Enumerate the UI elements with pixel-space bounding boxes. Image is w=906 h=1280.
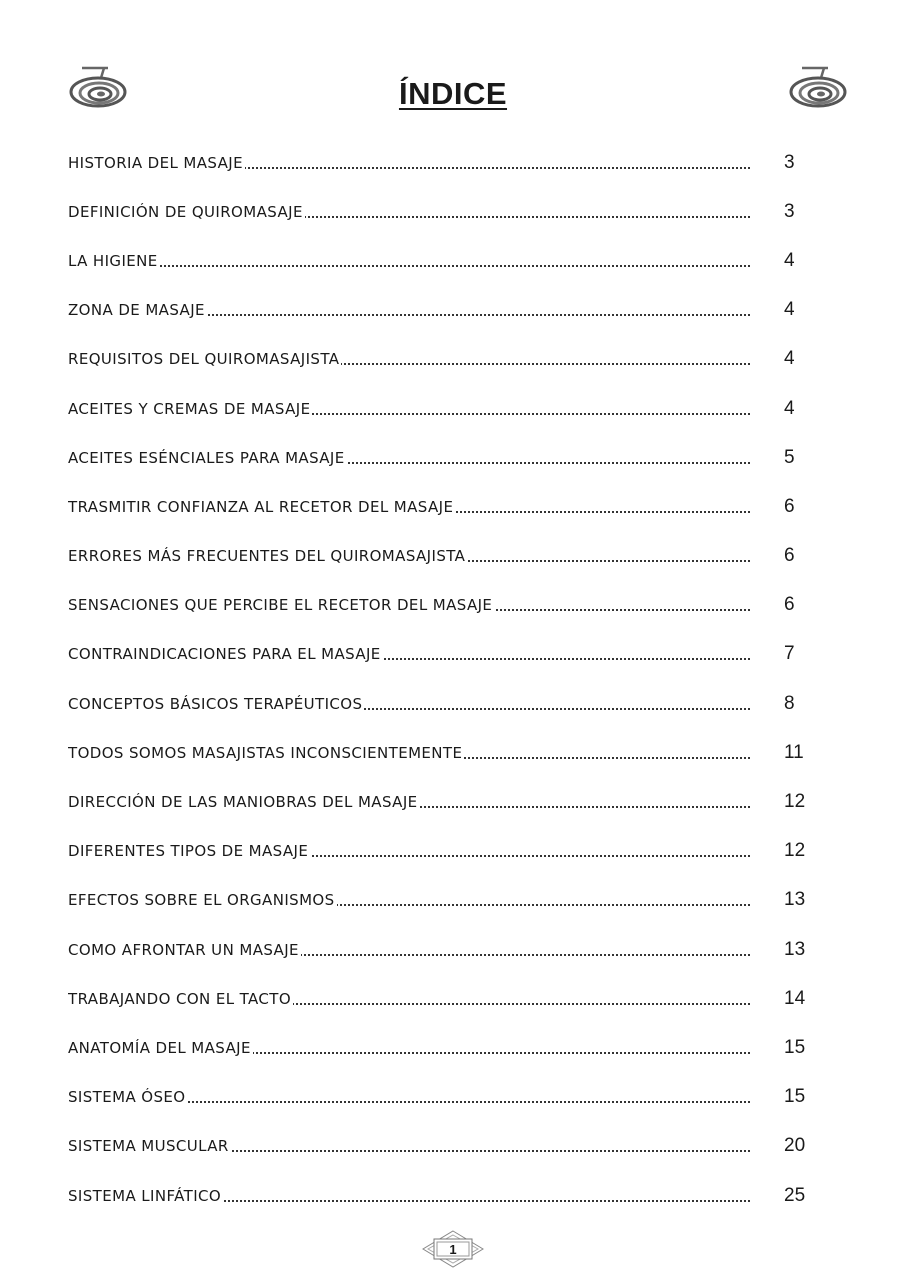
toc-entry[interactable] [68, 482, 828, 531]
toc-entry[interactable] [68, 236, 828, 285]
toc-entry[interactable] [68, 974, 828, 1023]
toc-entry-title [68, 350, 750, 368]
toc-entry[interactable] [68, 630, 828, 679]
toc-entry[interactable] [68, 286, 828, 335]
toc-entry[interactable] [68, 187, 828, 236]
toc-entry-page-number: 4 [784, 397, 795, 419]
dot-leader [68, 265, 750, 267]
toc-entry-page-number: 13 [784, 938, 806, 960]
toc-entry-title [68, 596, 750, 614]
toc-entry-page-number: 7 [784, 643, 795, 665]
toc-entry-page-number: 15 [784, 1086, 806, 1108]
toc-entry[interactable] [68, 925, 828, 974]
toc-entry-title [68, 645, 750, 663]
toc-entry-title [68, 1187, 750, 1205]
toc-entry-page-number: 11 [784, 741, 804, 763]
toc-entry[interactable] [68, 1122, 828, 1171]
page-title-text: ÍNDICE [398, 76, 508, 111]
toc-entry-title [68, 793, 750, 811]
toc-entry-title [68, 695, 750, 713]
toc-entry-title [68, 941, 750, 959]
toc-entry[interactable] [68, 1171, 828, 1220]
toc-entry[interactable] [68, 1023, 828, 1072]
toc-entry-title [68, 990, 750, 1008]
toc-entry-page-number: 4 [784, 348, 795, 370]
toc-entry-label: SENSACIONES QUE PERCIBE EL RECETOR DEL MASAJE [68, 596, 493, 615]
toc-entry[interactable] [68, 728, 828, 777]
toc-entry-label: SISTEMA MUSCULAR [68, 1137, 229, 1156]
toc-entry-page-number: 4 [784, 249, 795, 271]
toc-entry-label: ANATOMÍA DEL MASAJE [68, 1038, 251, 1057]
toc-entry-page-number: 6 [784, 594, 795, 616]
toc-entry-page-number: 6 [784, 545, 795, 567]
toc-entry-label: DIRECCIÓN DE LAS MANIOBRAS DEL MASAJE [68, 793, 418, 812]
toc-entry-title [68, 1137, 750, 1155]
toc-entry-title [68, 154, 750, 172]
toc-entry-label: ERRORES MÁS FRECUENTES DEL QUIROMASAJISTA [68, 547, 466, 566]
toc-entry-title [68, 498, 750, 516]
toc-entry-title [68, 1039, 750, 1057]
toc-entry-label: TODOS SOMOS MASAJISTAS INCONSCIENTEMENTE [68, 743, 463, 762]
toc-entry-page-number: 15 [784, 1036, 806, 1058]
toc-entry-label: REQUISITOS DEL QUIROMASAJISTA [68, 350, 340, 369]
toc-entry-page-number: 6 [784, 495, 795, 517]
toc-entry[interactable] [68, 335, 828, 384]
toc-entry-label: SISTEMA ÓSEO [68, 1088, 186, 1107]
toc-entry-page-number: 12 [784, 840, 806, 862]
toc-entry[interactable] [68, 827, 828, 876]
toc-entry-label: SISTEMA LINFÁTICO [68, 1186, 222, 1205]
page-number-footer [422, 1230, 484, 1268]
page-number: 1 [449, 1241, 457, 1257]
toc-entry-label: EFECTOS SOBRE EL ORGANISMOS [68, 891, 335, 910]
toc-entry-label: LA HIGIENE [68, 251, 158, 270]
toc-entry-page-number: 12 [784, 791, 806, 813]
toc-entry-label: CONTRAINDICACIONES PARA EL MASAJE [68, 645, 381, 664]
toc-entry[interactable] [68, 679, 828, 728]
toc-entry-title [68, 252, 750, 270]
toc-entry[interactable] [68, 532, 828, 581]
toc-entry-page-number: 3 [784, 200, 795, 222]
toc-entry-label: TRABAJANDO CON EL TACTO [68, 989, 292, 1008]
toc-entry-title [68, 842, 750, 860]
toc-entry-page-number: 14 [784, 987, 806, 1009]
toc-entry-label: CONCEPTOS BÁSICOS TERAPÉUTICOS [68, 694, 363, 713]
toc-entry-label: DIFERENTES TIPOS DE MASAJE [68, 842, 309, 861]
toc-entry-title [68, 400, 750, 418]
table-of-contents [68, 138, 828, 1220]
toc-entry-page-number: 25 [784, 1184, 806, 1206]
toc-entry-label: ACEITES Y CREMAS DE MASAJE [68, 399, 311, 418]
toc-entry[interactable] [68, 777, 828, 826]
toc-entry-title [68, 301, 750, 319]
toc-entry-title [68, 449, 750, 467]
toc-entry-page-number: 20 [784, 1135, 806, 1157]
toc-entry-label: HISTORIA DEL MASAJE [68, 153, 243, 172]
toc-entry-page-number: 8 [784, 692, 795, 714]
page-title [0, 76, 906, 112]
toc-entry-title [68, 547, 750, 565]
toc-entry-page-number: 5 [784, 446, 795, 468]
toc-entry-label: DEFINICIÓN DE QUIROMASAJE [68, 202, 303, 221]
toc-entry[interactable] [68, 138, 828, 187]
toc-entry[interactable] [68, 384, 828, 433]
toc-entry-label: TRASMITIR CONFIANZA AL RECETOR DEL MASAJE [68, 497, 454, 516]
toc-entry-page-number: 13 [784, 889, 806, 911]
toc-entry-title [68, 1088, 750, 1106]
toc-entry-label: ZONA DE MASAJE [68, 301, 205, 320]
toc-entry-label: ACEITES ESÉNCIALES PARA MASAJE [68, 448, 345, 467]
toc-entry[interactable] [68, 581, 828, 630]
toc-entry-title [68, 744, 750, 762]
toc-entry[interactable] [68, 433, 828, 482]
toc-entry-title [68, 203, 750, 221]
toc-entry-page-number: 4 [784, 299, 795, 321]
toc-entry-label: COMO AFRONTAR UN MASAJE [68, 940, 299, 959]
toc-entry-title [68, 891, 750, 909]
toc-entry[interactable] [68, 1073, 828, 1122]
toc-entry[interactable] [68, 876, 828, 925]
toc-entry-page-number: 3 [784, 151, 795, 173]
